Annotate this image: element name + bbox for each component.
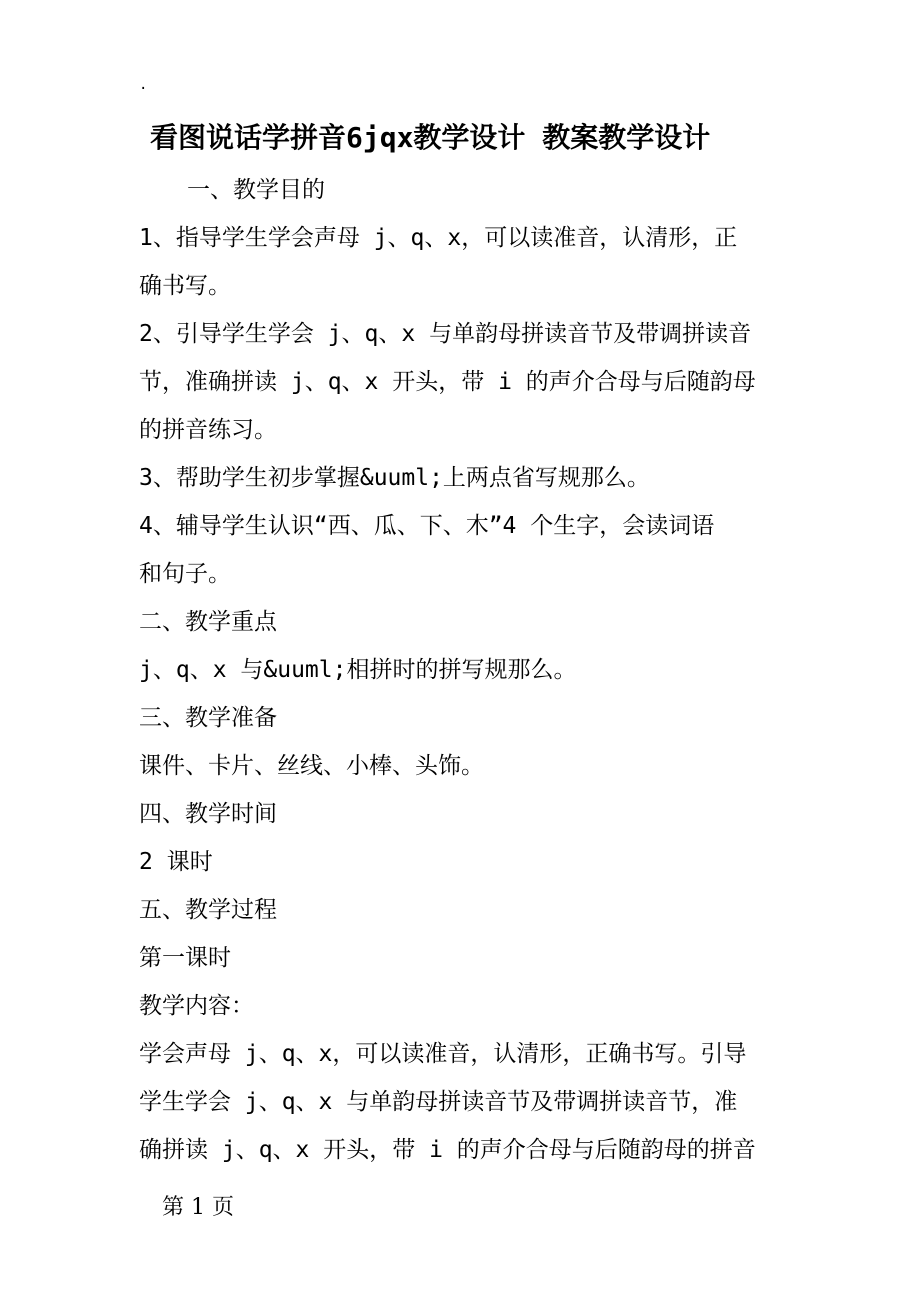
- section-heading-time: 四、教学时间: [139, 801, 277, 827]
- paragraph-line: 课件、卡片、丝线、小棒、头饰。: [139, 753, 484, 779]
- section-heading-process: 五、教学过程: [139, 897, 277, 923]
- paragraph-line: j、q、x 与&uuml;相拼时的拼写规那么。: [139, 657, 577, 683]
- paragraph-line: 3、帮助学生初步掌握&uuml;上两点省写规那么。: [139, 465, 650, 491]
- paragraph-line: 2 课时: [139, 849, 213, 875]
- section-heading-preparation: 三、教学准备: [139, 705, 277, 731]
- document-title: 看图说话学拼音6jqx教学设计 教案教学设计: [150, 121, 711, 154]
- subsection-heading-first-lesson: 第一课时: [139, 945, 231, 971]
- paragraph-line: 1、指导学生学会声母 j、q、x，可以读准音，认清形，正: [139, 225, 738, 251]
- section-heading-objectives: 一、教学目的: [187, 177, 325, 203]
- paragraph-line: 2、引导学生学会 j、q、x 与单韵母拼读音节及带调拼读音: [139, 321, 752, 347]
- paragraph-line: 节，准确拼读 j、q、x 开头，带 i 的声介合母与后随韵母: [139, 369, 756, 395]
- paragraph-line: 确拼读 j、q、x 开头，带 i 的声介合母与后随韵母的拼音: [139, 1137, 756, 1163]
- page-number: 第 1 页: [162, 1195, 234, 1220]
- paragraph-line: 的拼音练习。: [139, 417, 277, 443]
- paragraph-line: 和句子。: [139, 561, 231, 587]
- section-heading-key-points: 二、教学重点: [139, 609, 277, 635]
- header-mark: .: [139, 77, 148, 93]
- paragraph-line: 4、辅导学生认识“西、瓜、下、木”4 个生字，会读词语: [139, 513, 715, 539]
- paragraph-line: 学生学会 j、q、x 与单韵母拼读音节及带调拼读音节，准: [139, 1089, 738, 1115]
- document-body: [139, 166, 789, 1174]
- paragraph-line: 学会声母 j、q、x，可以读准音，认清形，正确书写。引导: [139, 1041, 747, 1067]
- paragraph-line: 确书写。: [139, 273, 231, 299]
- subsection-heading-content: 教学内容：: [139, 993, 254, 1019]
